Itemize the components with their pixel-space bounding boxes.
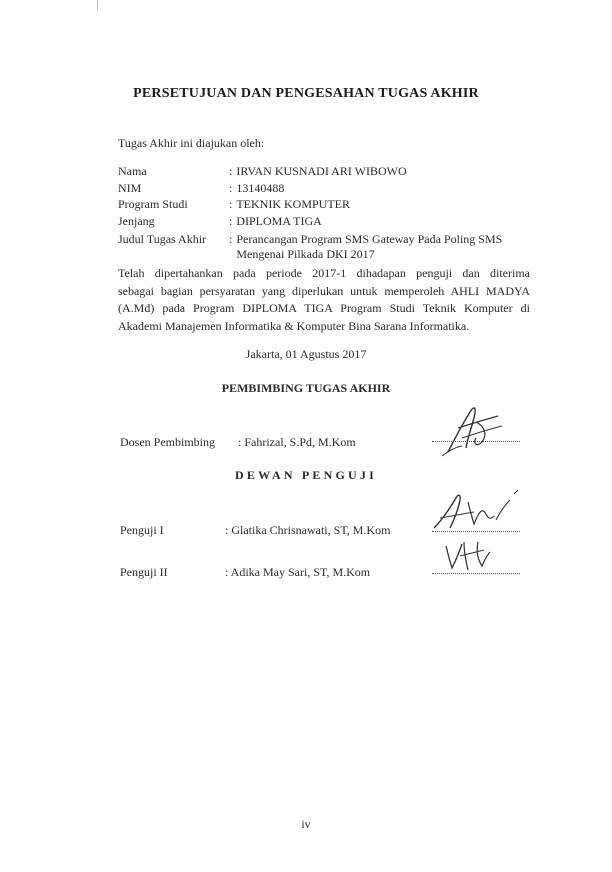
paragraph-line: sebagai bagian persyaratan yang diperlukan untuk memperoleh AHLI MADYA — [118, 283, 530, 298]
field-label-nim: NIM — [118, 181, 142, 195]
field-label-judul: Judul Tugas Akhir — [118, 232, 207, 246]
examiner-1-role: Penguji I — [120, 523, 164, 537]
supervisor-section-heading: PEMBIMBING TUGAS AKHIR — [221, 381, 391, 395]
supervisor-signature — [440, 400, 510, 460]
examiner-2-signature — [440, 536, 500, 576]
examiners-section-heading: DEWAN PENGUJI — [235, 468, 377, 482]
field-value-nim: : 13140488 — [229, 181, 285, 195]
field-value-jenjang: : DIPLOMA TIGA — [229, 214, 322, 228]
examiner-2-name: : Adika May Sari, ST, M.Kom — [225, 565, 371, 579]
field-value-nama: : IRVAN KUSNADI ARI WIBOWO — [229, 164, 407, 178]
supervisor-name: : Fahrizal, S.Pd, M.Kom — [238, 435, 356, 449]
field-label-program-studi: Program Studi — [118, 197, 188, 211]
field-value-program-studi: : TEKNIK KOMPUTER — [229, 197, 351, 211]
field-value-line: Mengenai Pilkada DKI 2017 — [236, 247, 375, 261]
approval-paragraph — [118, 265, 530, 335]
page-title: PERSETUJUAN DAN PENGESAHAN TUGAS AKHIR — [133, 86, 479, 101]
paragraph-line: Akademi Manajemen Informatika & Komputer Bina Sarana Informatika. — [118, 318, 470, 333]
field-value-line: Perancangan Program SMS Gateway Pada Poling SMS — [236, 232, 503, 246]
page-number: iv — [301, 817, 311, 831]
field-value-text: IRVAN KUSNADI ARI WIBOWO — [236, 164, 407, 178]
supervisor-role: Dosen Pembimbing — [120, 435, 215, 449]
field-label-jenjang: Jenjang — [118, 214, 155, 228]
field-value-text: TEKNIK KOMPUTER — [236, 197, 351, 211]
field-value-text: DIPLOMA TIGA — [236, 214, 322, 228]
field-value-text: 13140488 — [236, 181, 285, 195]
paragraph-line: Telah dipertahankan pada periode 2017-1 dihadapan penguji dan diterima — [118, 266, 530, 280]
examiner-1-name: : Glatika Chrisnawati, ST, M.Kom — [225, 523, 391, 537]
examiner-2-role: Penguji II — [120, 565, 168, 579]
place-date: Jakarta, 01 Agustus 2017 — [245, 347, 367, 361]
field-value-judul: : Perancangan Program SMS Gateway Pada Poling SMS Mengenai Pilkada DKI 2017 — [229, 232, 503, 261]
field-label-nama: Nama — [118, 164, 147, 178]
intro-text: Tugas Akhir ini diajukan oleh: — [118, 136, 265, 150]
paragraph-line: (A.Md) pada Program DIPLOMA TIGA Program Studi Teknik Komputer di — [118, 301, 530, 315]
examiner-1-signature — [430, 484, 530, 534]
scan-mark — [97, 0, 98, 10]
